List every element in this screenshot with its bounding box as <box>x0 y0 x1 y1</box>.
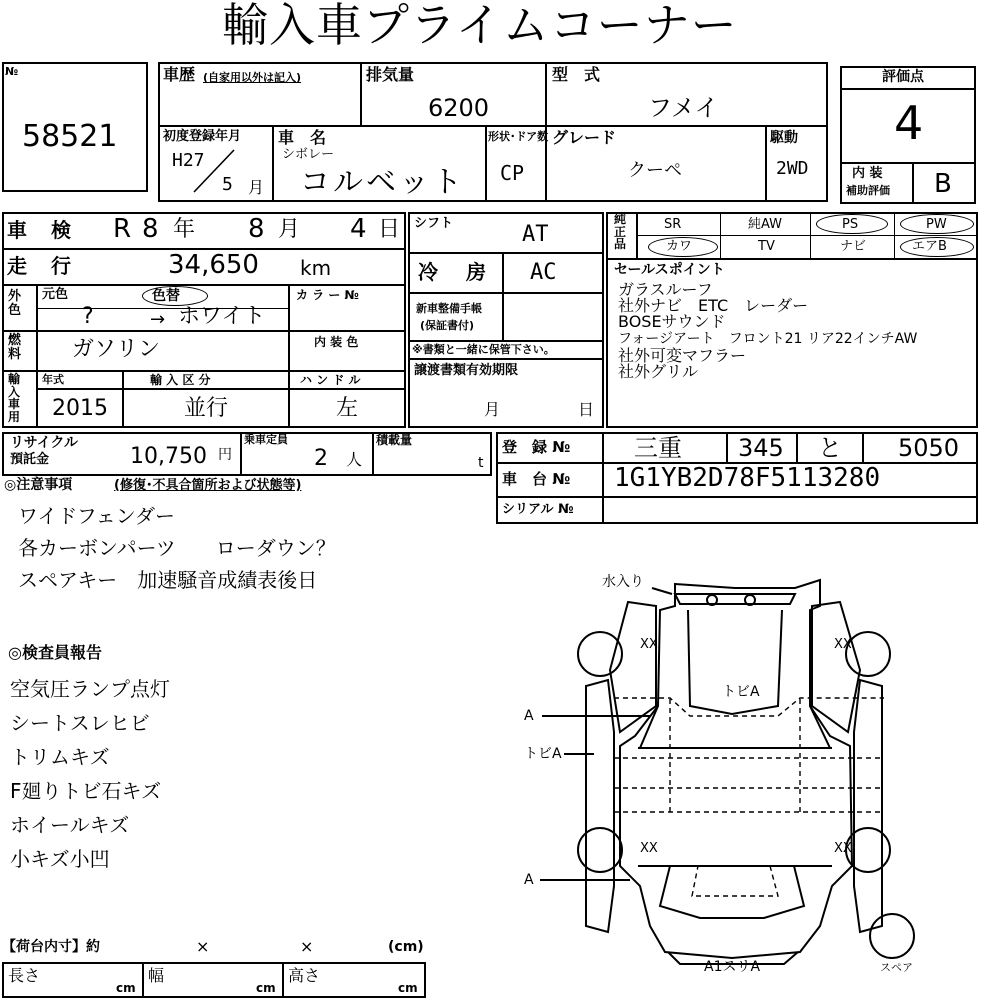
equipment-navi: ナビ <box>840 239 867 254</box>
handle-label: ハ ン ド ル <box>300 373 361 387</box>
car-name: コルベット <box>300 165 465 200</box>
registration-kana: と <box>818 434 842 462</box>
notes-sub: (修復･不具合箇所および状態等) <box>114 478 302 493</box>
car-maker: シボレー <box>282 147 335 162</box>
diagram-a-upper: A <box>524 708 534 724</box>
aircon-value: AC <box>530 260 557 285</box>
inspector-line: 小キズ小凹 <box>10 847 110 871</box>
current-color-value: ホワイト <box>178 304 266 329</box>
diagram-tire-rr: XX <box>834 841 852 856</box>
import-category-label: 輸 入 区 分 <box>150 373 211 387</box>
score-label: 評価点 <box>882 69 924 85</box>
cargo-times-1: × <box>196 937 210 956</box>
interior-color-label: 内 装 色 <box>314 335 359 349</box>
original-color-value: ? <box>82 304 94 329</box>
registration-label: 登 録 № <box>502 438 571 456</box>
inspection-era: R <box>113 214 132 244</box>
sales-point: 社外グリル <box>618 362 699 381</box>
diagram-a-lower: A <box>524 872 534 888</box>
sales-point: BOSEサウンド <box>618 312 726 331</box>
note-line: 各カーボンパーツ ローダウン？ <box>18 536 336 560</box>
shift-value: AT <box>522 222 549 247</box>
chassis-value: 1G1YB2D78F5113280 <box>614 463 881 493</box>
diagram-rear-label: A1スリA <box>704 959 761 975</box>
interior-value: B <box>934 169 952 199</box>
cargo-label: 【荷台内寸】約 <box>2 939 100 955</box>
drive-label: 駆動 <box>770 130 798 146</box>
cargo-height-unit: cm <box>398 981 418 995</box>
import-category: 並行 <box>184 396 229 421</box>
recycle-label-2: 預託金 <box>10 452 50 467</box>
equipment-sr: SR <box>664 217 682 232</box>
diagram-tire-fr: XX <box>834 637 852 652</box>
inspection-year-unit: 年 <box>173 217 196 242</box>
cargo-unit: (cm) <box>388 939 424 955</box>
inspector-line: シートスレヒビ <box>10 711 150 735</box>
body-doors-value: CP <box>500 161 525 185</box>
warranty-label-2: (保証書付) <box>420 319 475 332</box>
cargo-times-2: × <box>300 937 314 956</box>
diagram-tobi-a-hood: トビA <box>722 684 760 700</box>
inspector-label: ◎検査員報告 <box>8 643 102 662</box>
sales-point: 社外ナビ ETC レーダー <box>618 296 809 315</box>
diagram-water-label: 水入り <box>602 574 644 590</box>
grade-label: グレード <box>552 128 617 147</box>
displacement-label: 排気量 <box>366 65 415 84</box>
cargo-width-unit: cm <box>256 981 276 995</box>
diagram-tire-rl: XX <box>640 841 658 856</box>
transfer-day-unit: 日 <box>578 400 595 419</box>
equipment-label: 純正品 <box>614 212 627 252</box>
grade-value: クーペ <box>628 160 682 181</box>
color-change-arrow: → <box>150 309 166 330</box>
recycle-unit: 円 <box>218 447 232 463</box>
inspection-month: 8 <box>248 214 265 244</box>
inspection-year: 8 <box>142 214 159 244</box>
equipment-tv: TV <box>758 239 775 254</box>
fuel-label: 燃料 <box>8 333 22 362</box>
capacity-value: 2 <box>314 446 328 471</box>
equipment-leather: カワ <box>666 239 693 254</box>
cargo-length-unit: cm <box>116 981 136 995</box>
cargo-width-label: 幅 <box>148 966 165 985</box>
lot-label: № <box>5 65 19 78</box>
diagram-tire-fl: XX <box>640 637 658 652</box>
history-label: 車歴 <box>163 65 196 84</box>
diagram-tobi-a-left: トビA <box>524 746 562 762</box>
displacement-value: 6200 <box>428 94 490 122</box>
inspection-label: 車 検 <box>7 218 73 242</box>
serial-label: シリアル № <box>502 502 574 517</box>
import-label: 輸入車用 <box>8 372 21 424</box>
inspector-line: F廻りトビ石キズ <box>10 779 162 803</box>
notes-label: ◎注意事項 <box>4 477 73 493</box>
original-color-label: 元色 <box>42 287 69 302</box>
color-no-label: カ ラ ー № <box>296 288 359 302</box>
chassis-label: 車 台 № <box>502 470 571 488</box>
load-unit: t <box>478 455 484 471</box>
mileage-unit: km <box>300 256 332 280</box>
model-label: 型 式 <box>552 65 601 84</box>
inspector-list <box>10 672 170 876</box>
capacity-label: 乗車定員 <box>244 433 288 446</box>
car-damage-diagram <box>520 566 990 1000</box>
warranty-label-1: 新車整備手帳 <box>416 302 482 315</box>
transfer-docs-label: 譲渡書類有効期限 <box>414 363 519 378</box>
history-note: (自家用以外は記入) <box>203 71 302 84</box>
import-year: 2015 <box>52 396 108 421</box>
interior-label-2: 補助評価 <box>846 184 890 197</box>
equipment-pw: PW <box>926 217 947 232</box>
first-reg-month: 5 <box>222 174 233 195</box>
equipment-genuine-aw: 純AW <box>748 217 783 232</box>
inspector-line: ホイールキズ <box>10 813 130 837</box>
car-name-label: 車 名 <box>278 128 327 147</box>
load-label: 積載量 <box>376 433 413 447</box>
diagram-spare-label: スペア <box>880 961 913 974</box>
repaint-label: 色替 <box>152 288 180 304</box>
recycle-label-1: リサイクル <box>10 435 79 451</box>
import-year-label: 年式 <box>42 373 64 386</box>
registration-region: 三重 <box>634 434 682 462</box>
cargo-length-label: 長さ <box>8 966 41 985</box>
sales-points-label: セールスポイント <box>614 262 725 278</box>
exterior-color-label: 外色 <box>8 289 22 318</box>
sales-point: ガラスルーフ <box>618 280 713 299</box>
lot-number: 58521 <box>22 119 118 154</box>
sales-points-list <box>618 282 974 380</box>
first-reg-month-unit: 月 <box>248 178 265 197</box>
registration-number: 5050 <box>898 434 960 462</box>
recycle-value: 10,750 <box>130 444 207 469</box>
note-line: スペアキー 加速騒音成績表後日 <box>18 568 318 592</box>
inspector-line: 空気圧ランプ点灯 <box>10 677 170 701</box>
cargo-height-label: 高さ <box>288 966 321 985</box>
capacity-unit: 人 <box>346 450 363 469</box>
score-value: 4 <box>894 96 924 150</box>
equipment-airbag: エアB <box>912 239 947 254</box>
model-value: フメイ <box>648 94 719 122</box>
sales-point: フォージアート フロント21 リア22インチAW <box>618 331 918 347</box>
drive-value: 2WD <box>776 158 809 179</box>
inspector-line: トリムキズ <box>10 745 110 769</box>
cargo-table <box>2 962 426 998</box>
notes-list <box>18 500 336 596</box>
aircon-label: 冷 房 <box>418 260 490 284</box>
inspection-day-unit: 日 <box>378 217 401 242</box>
shift-label: シフト <box>414 216 454 231</box>
sales-point: 社外可変マフラー <box>618 346 747 365</box>
equipment-ps: PS <box>842 217 859 232</box>
registration-class: 345 <box>738 434 784 462</box>
first-reg-year: H27 <box>172 150 205 171</box>
note-line: ワイドフェンダー <box>18 504 175 528</box>
first-reg-label: 初度登録年月 <box>163 129 242 144</box>
handle-value: 左 <box>336 396 359 421</box>
body-doors-label: 形状･ドア数 <box>488 130 549 143</box>
inspection-day: 4 <box>350 214 367 244</box>
mileage-value: 34,650 <box>168 250 259 280</box>
page-title: 輸入車プライムコーナー <box>222 0 738 52</box>
fuel-value: ガソリン <box>72 337 161 362</box>
warranty-note: ※書類と一緒に保管下さい。 <box>412 343 555 356</box>
transfer-month-unit: 月 <box>484 400 501 419</box>
interior-label-1: 内 装 <box>852 166 883 181</box>
mileage-label: 走 行 <box>7 254 73 278</box>
inspection-month-unit: 月 <box>278 217 301 242</box>
